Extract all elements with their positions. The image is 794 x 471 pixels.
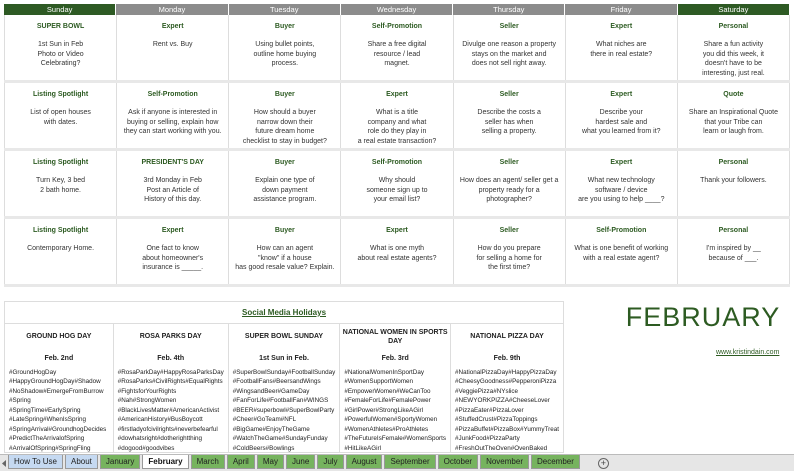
hashtag-line: #WomenSupportWomen bbox=[344, 378, 414, 386]
cell-category: Expert bbox=[386, 227, 408, 234]
calendar-cell[interactable] bbox=[341, 15, 453, 80]
hashtag-line: #CheesyGoodness#PepperoniPizza bbox=[455, 378, 557, 386]
hashtag-line: #FreshOutTheOven#OvenBaked bbox=[455, 444, 548, 452]
cell-prompt: Share a free digital resource / lead magnet. bbox=[367, 41, 427, 67]
cell-category: Expert bbox=[386, 91, 408, 98]
calendar-cell[interactable] bbox=[229, 15, 341, 80]
cell-category: Buyer bbox=[274, 91, 295, 98]
sheet-tab-april[interactable]: April bbox=[227, 455, 255, 469]
cell-prompt: How do you prepare for selling a home for the first time? bbox=[476, 245, 542, 271]
weekday-wednesday: Wednesday bbox=[341, 4, 453, 15]
cell-prompt: How can an agent "know" if a house has good resale value? Explain. bbox=[235, 245, 335, 271]
calendar-cell[interactable] bbox=[454, 219, 566, 284]
cell-category: Self-Promotion bbox=[371, 23, 423, 30]
cell-category: Seller bbox=[499, 91, 519, 98]
cell-prompt: Describe your hardest sale and what you learned from it? bbox=[581, 109, 661, 135]
sheet-tab-august[interactable]: August bbox=[346, 455, 383, 469]
cell-category: Personal bbox=[718, 23, 749, 30]
cell-category: Seller bbox=[499, 23, 519, 30]
calendar-cell[interactable] bbox=[566, 83, 678, 148]
hashtag-line: #PowerfulWomen#SportyWomen bbox=[344, 416, 438, 424]
hashtag-line: #NEWYORKPIZZA#CheeseLover bbox=[455, 397, 550, 405]
cell-category: Self-Promotion bbox=[596, 227, 647, 234]
calendar-cell[interactable] bbox=[566, 151, 678, 216]
calendar-cell[interactable] bbox=[117, 219, 229, 284]
weekday-sunday: Sunday bbox=[4, 4, 116, 15]
calendar-cell[interactable] bbox=[341, 219, 453, 284]
cell-prompt: Turn Key, 3 bed 2 bath home. bbox=[36, 177, 86, 194]
cell-prompt: What is a title company and what role do they play in a real estate transaction? bbox=[357, 109, 437, 145]
cell-prompt: How should a buyer narrow down their future dream home checklist to stay in budget? bbox=[242, 109, 327, 145]
hashtag-line: #RosaParkDay#HappyRosaParksDay bbox=[117, 368, 224, 376]
hashtag-line: #firstladyofcivilrights#neverbefearful bbox=[117, 425, 218, 433]
sheet-tab-november[interactable]: November bbox=[480, 455, 529, 469]
cell-prompt: I'm inspired by __ because of ___. bbox=[706, 245, 761, 262]
cell-prompt: How does an agent/ seller get a property ready for a photographer? bbox=[459, 177, 559, 203]
cell-prompt: 3rd Monday in Feb Post an Article of History of this day. bbox=[143, 177, 202, 203]
calendar-cell[interactable] bbox=[341, 83, 453, 148]
holiday-column bbox=[229, 324, 341, 453]
hashtag-line: #FightsforYourRights bbox=[117, 387, 177, 395]
hashtag-line: #EmpowerWomen#WeCanToo bbox=[344, 387, 431, 395]
hashtag-line: #AmericanHistory#BusBoycott bbox=[117, 416, 203, 424]
calendar-cell[interactable] bbox=[454, 15, 566, 80]
hashtag-line: #FanForLife#FootballFan#WINGS bbox=[232, 397, 329, 405]
cell-prompt: List of open houses with dates. bbox=[30, 109, 91, 126]
cell-category: Self-Promotion bbox=[371, 159, 423, 166]
holidays-columns bbox=[5, 324, 563, 453]
cell-category: PRESIDENT'S DAY bbox=[141, 159, 204, 166]
cell-category: Listing Spotlight bbox=[32, 227, 89, 234]
cell-category: Self-Promotion bbox=[147, 91, 198, 98]
website-link[interactable]: www.kristindain.com bbox=[716, 349, 780, 356]
sheet-tab-january[interactable]: January bbox=[100, 455, 140, 469]
holiday-date: Feb. 2nd bbox=[44, 354, 74, 362]
hashtag-line: #VeggiePizza#NYslice bbox=[455, 387, 519, 395]
cell-category: Seller bbox=[499, 227, 519, 234]
holiday-name: NATIONAL WOMEN IN SPORTS DAY bbox=[342, 328, 448, 345]
cell-category: Expert bbox=[610, 91, 633, 98]
holiday-column bbox=[114, 324, 229, 453]
hashtag-line: #NoShadow#EmergeFromBurrow bbox=[9, 387, 104, 395]
hashtag-line: #TheFutureIsFemale#WomenSports bbox=[344, 435, 447, 443]
calendar-cell[interactable] bbox=[229, 83, 341, 148]
hashtag-line: #PredictTheArrivalofSpring bbox=[9, 435, 85, 443]
hashtag-line: #Cheer#GoTeam#NFL bbox=[232, 416, 297, 424]
cell-prompt: Ask if anyone is interested in buying or selling, explain how they can start working with you. bbox=[123, 109, 222, 135]
calendar-week bbox=[4, 151, 790, 219]
cell-prompt: What new technology software / device are you using to help ____? bbox=[578, 177, 665, 203]
calendar-cell[interactable] bbox=[678, 151, 790, 216]
cell-prompt: Rent vs. Buy bbox=[152, 41, 193, 48]
hashtag-line: #HitLikeAGirl bbox=[344, 444, 382, 452]
sheet-tab-may[interactable]: May bbox=[257, 455, 284, 469]
hashtag-line: #StuffedCrust#PizzaToppings bbox=[455, 416, 538, 424]
calendar-week bbox=[4, 15, 790, 83]
calendar-week bbox=[4, 219, 790, 287]
hashtag-line: #ArrivalOfSpring#SpringFling bbox=[9, 444, 91, 452]
hashtag-line: #WingsandBeer#GameDay bbox=[232, 387, 310, 395]
hashtag-line: #JunkFood#PizzaParty bbox=[455, 435, 520, 443]
calendar-cell[interactable] bbox=[4, 83, 117, 148]
cell-prompt: Contemporary Home. bbox=[27, 245, 95, 252]
calendar-cell[interactable] bbox=[4, 219, 117, 284]
calendar-cell[interactable] bbox=[4, 15, 117, 80]
scroll-tabs-left-icon[interactable] bbox=[0, 457, 8, 469]
sheet-tab-how-to-use[interactable]: How To Use bbox=[8, 455, 63, 469]
hashtag-line: #WomenAthletes#ProAthletes bbox=[344, 425, 429, 433]
hashtag-line: #NationalPizzaDay#HappyPizzaDay bbox=[455, 368, 557, 376]
sheet-tab-june[interactable]: June bbox=[286, 455, 315, 469]
cell-category: Buyer bbox=[274, 23, 295, 30]
calendar-cell[interactable] bbox=[678, 83, 790, 148]
hashtag-line: #BigGame#EnjoyTheGame bbox=[232, 425, 310, 433]
hashtag-line: #FemaleForLife#FemalePower bbox=[344, 397, 431, 405]
social-media-holidays bbox=[4, 301, 564, 453]
calendar-cell[interactable] bbox=[229, 151, 341, 216]
cell-prompt: 1st Sun in Feb Photo or Video Celebrating? bbox=[37, 41, 84, 67]
hashtag-line: #ColdBeers#Bowlings bbox=[232, 444, 295, 452]
cell-category: SUPER BOWL bbox=[36, 23, 85, 30]
hashtag-line: #Spring bbox=[9, 397, 31, 405]
holiday-name: NATIONAL PIZZA DAY bbox=[470, 333, 544, 341]
hashtag-line: #PizzaEater#PizzaLover bbox=[455, 406, 524, 414]
sheet-tab-march[interactable]: March bbox=[191, 455, 225, 469]
cell-category: Buyer bbox=[274, 159, 295, 166]
calendar-cell[interactable] bbox=[341, 151, 453, 216]
holiday-name: GROUND HOG DAY bbox=[26, 333, 92, 341]
weekday-monday: Monday bbox=[116, 4, 228, 15]
holiday-column bbox=[340, 324, 451, 453]
cell-category: Expert bbox=[161, 227, 184, 234]
calendar-cell[interactable] bbox=[117, 83, 229, 148]
weekday-header bbox=[4, 4, 790, 15]
hashtag-line: #GirlPower#StrongLikeAGirl bbox=[344, 406, 424, 414]
sheet-tab-september[interactable]: September bbox=[384, 455, 435, 469]
cell-prompt: Thank your followers. bbox=[700, 177, 767, 184]
calendar-cell[interactable] bbox=[117, 15, 229, 80]
cell-prompt: What is one myth about real estate agents? bbox=[357, 245, 437, 262]
sheet-tab-october[interactable]: October bbox=[438, 455, 478, 469]
weekday-saturday: Saturday bbox=[678, 4, 790, 15]
holiday-name: ROSA PARKS DAY bbox=[139, 333, 202, 341]
cell-prompt: What is one benefit of working with a real estate agent? bbox=[574, 245, 669, 262]
cell-category: Personal bbox=[718, 227, 749, 234]
cell-category: Seller bbox=[499, 159, 519, 166]
hashtag-line: #dowhatsright#dotherightthing bbox=[117, 435, 203, 443]
sheet-tab-february[interactable]: February bbox=[142, 455, 188, 469]
cell-prompt: One fact to know about homeowner's insurance is _____. bbox=[142, 245, 204, 271]
hashtag-line: #RosaParks#CivilRights#EqualRights bbox=[117, 378, 223, 386]
cell-prompt: Share an Inspirational Quote that your Tribe can learn or laugh from. bbox=[688, 109, 778, 135]
sheet-tab-july[interactable]: July bbox=[317, 455, 343, 469]
sheet-tab-bar bbox=[0, 454, 794, 471]
cell-prompt: Why should someone sign up to your email list? bbox=[366, 177, 428, 203]
plus-circle-icon[interactable]: + bbox=[598, 458, 609, 469]
calendar-cell[interactable] bbox=[678, 219, 790, 284]
month-title: FEBRUARY bbox=[625, 302, 781, 332]
calendar-grid bbox=[4, 15, 790, 287]
calendar-cell[interactable] bbox=[566, 219, 678, 284]
holidays-title: Social Media Holidays bbox=[5, 302, 563, 324]
hashtag-line: #NationalWomenInSportDay bbox=[344, 368, 424, 376]
weekday-tuesday: Tuesday bbox=[229, 4, 341, 15]
calendar-cell[interactable] bbox=[454, 151, 566, 216]
cell-category: Expert bbox=[610, 159, 633, 166]
cell-category: Buyer bbox=[274, 227, 295, 234]
calendar-cell[interactable] bbox=[678, 15, 790, 80]
cell-prompt: Using bullet points, outline home buying process. bbox=[253, 41, 317, 67]
cell-category: Personal bbox=[718, 159, 749, 166]
weekday-thursday: Thursday bbox=[453, 4, 565, 15]
hashtag-line: #HappyGroundHogDay#Shadow bbox=[9, 378, 101, 386]
cell-prompt: Share a fun activity you did this week, it doesn't have to be interesting, just real. bbox=[702, 41, 765, 77]
weekday-friday: Friday bbox=[565, 4, 677, 15]
cell-prompt: What niches are there in real estate? bbox=[590, 41, 653, 58]
cell-category: Listing Spotlight bbox=[32, 91, 89, 98]
cell-prompt: Explain one type of down payment assistance program. bbox=[253, 177, 317, 203]
sheet-tab-about[interactable]: About bbox=[65, 455, 98, 469]
cell-category: Listing Spotlight bbox=[32, 159, 89, 166]
hashtag-line: #SpringTime#EarlySpring bbox=[9, 406, 81, 414]
calendar-week bbox=[4, 83, 790, 151]
hashtag-line: #Nah#StrongWomen bbox=[117, 397, 177, 405]
hashtag-line: #LateSpring#WhenIsSpring bbox=[9, 416, 87, 424]
cell-category: Quote bbox=[723, 91, 744, 98]
sheet-tabs bbox=[8, 455, 582, 471]
cell-category: Expert bbox=[610, 23, 633, 30]
holiday-name: SUPER BOWL SUNDAY bbox=[244, 333, 324, 341]
holiday-date: Feb. 3rd bbox=[381, 354, 409, 362]
hashtag-line: #WatchTheGame#SundayFunday bbox=[232, 435, 328, 443]
holiday-date: Feb. 9th bbox=[493, 354, 521, 362]
cell-category: Expert bbox=[161, 23, 184, 30]
sheet-tab-december[interactable]: December bbox=[531, 455, 580, 469]
holiday-column bbox=[451, 324, 563, 453]
hashtag-line: #PizzaBuffet#PizzaBox#YummyTreat bbox=[455, 425, 559, 433]
holiday-date: Feb. 4th bbox=[157, 354, 185, 362]
hashtag-line: #GroundHogDay bbox=[9, 368, 57, 376]
hashtag-line: #FootballFans#BeersandWings bbox=[232, 378, 321, 386]
holiday-date: 1st Sun in Feb. bbox=[259, 354, 309, 362]
calendar-cell[interactable] bbox=[229, 219, 341, 284]
calendar-cell[interactable] bbox=[566, 15, 678, 80]
cell-prompt: Divulge one reason a property stays on the market and does not sell right away. bbox=[462, 41, 557, 67]
hashtag-line: #SuperBowlSunday#FootballSunday bbox=[232, 368, 336, 376]
hashtag-line: #dogood#goodvibes bbox=[117, 444, 175, 452]
cell-prompt: Describe the costs a seller has when selling a property. bbox=[477, 109, 541, 135]
calendar-cell[interactable] bbox=[117, 151, 229, 216]
holiday-column bbox=[5, 324, 114, 453]
calendar-cell[interactable] bbox=[4, 151, 117, 216]
hashtag-line: #BEER#superbowl#SuperBowlParty bbox=[232, 406, 335, 414]
calendar-cell[interactable] bbox=[454, 83, 566, 148]
hashtag-line: #SpringArrival#GroundhogDecides bbox=[9, 425, 107, 433]
hashtag-line: #BlackLivesMatter#AmericanActivist bbox=[117, 406, 220, 414]
